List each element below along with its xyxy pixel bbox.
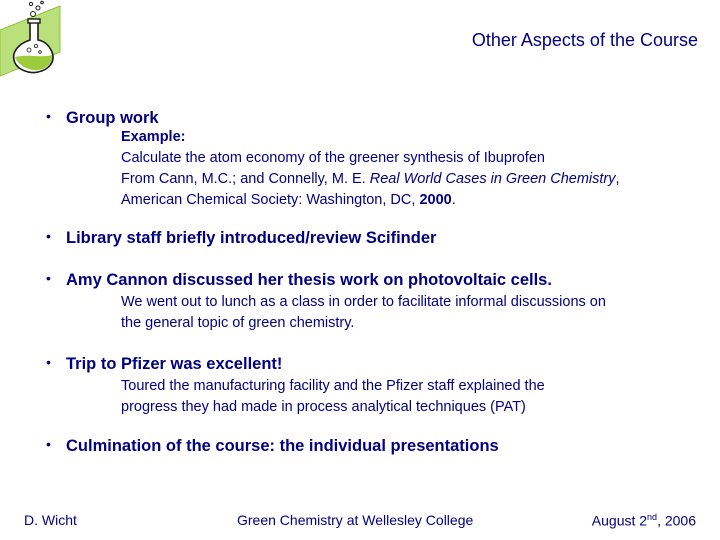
slide-title: Other Aspects of the Course xyxy=(471,30,698,50)
bullet-dot-icon: • xyxy=(46,436,51,452)
bullet-amy-cannon xyxy=(46,270,552,290)
example-line: Calculate the atom economy of the greener synthesis of Ibuprofen xyxy=(121,150,545,166)
reference-year: 2000 xyxy=(419,192,452,208)
amy-note-line-2: the general topic of green chemistry. xyxy=(121,315,355,331)
bullet-pfizer-trip xyxy=(46,354,282,374)
group-work-details xyxy=(121,127,620,211)
footer-center: Green Chemistry at Wellesley College xyxy=(237,512,474,528)
footer-date: August 2nd, 2006 xyxy=(591,512,696,529)
bullet-culmination xyxy=(46,436,499,456)
bullet-text: Library staff briefly introduced/review Scifinder xyxy=(66,229,437,247)
example-label: Example: xyxy=(121,129,186,145)
book-title: Real World Cases in Green Chemistry xyxy=(369,171,616,187)
bullet-dot-icon: • xyxy=(46,270,51,286)
pfizer-note-line-2: progress they had made in process analytical techniques (PAT) xyxy=(121,399,526,415)
bullet-library-staff xyxy=(46,228,436,248)
bullet-dot-icon: • xyxy=(46,108,51,124)
bullet-text: Group work xyxy=(66,109,159,127)
amy-cannon-details xyxy=(121,292,606,334)
reference-line-2: American Chemical Society: Washington, DC, 2000. xyxy=(121,192,456,208)
pfizer-details xyxy=(121,376,545,418)
bullet-text: Trip to Pfizer was excellent! xyxy=(66,355,283,373)
reference-line-1: From Cann, M.C.; and Connelly, M. E. Real World Cases in Green Chemistry, xyxy=(121,171,620,187)
bullet-text: Amy Cannon discussed her thesis work on photovoltaic cells. xyxy=(66,271,552,289)
bullet-text: Culmination of the course: the individual presentations xyxy=(66,437,499,455)
bullet-dot-icon: • xyxy=(46,228,51,244)
flask-logo-icon xyxy=(0,0,66,78)
amy-note-line-1: We went out to lunch as a class in order to facilitate informal discussions on xyxy=(121,294,606,310)
footer-author: D. Wicht xyxy=(24,512,77,528)
bullet-group-work xyxy=(46,108,159,128)
pfizer-note-line-1: Toured the manufacturing facility and the Pfizer staff explained the xyxy=(121,378,545,394)
bullet-dot-icon: • xyxy=(46,354,51,370)
